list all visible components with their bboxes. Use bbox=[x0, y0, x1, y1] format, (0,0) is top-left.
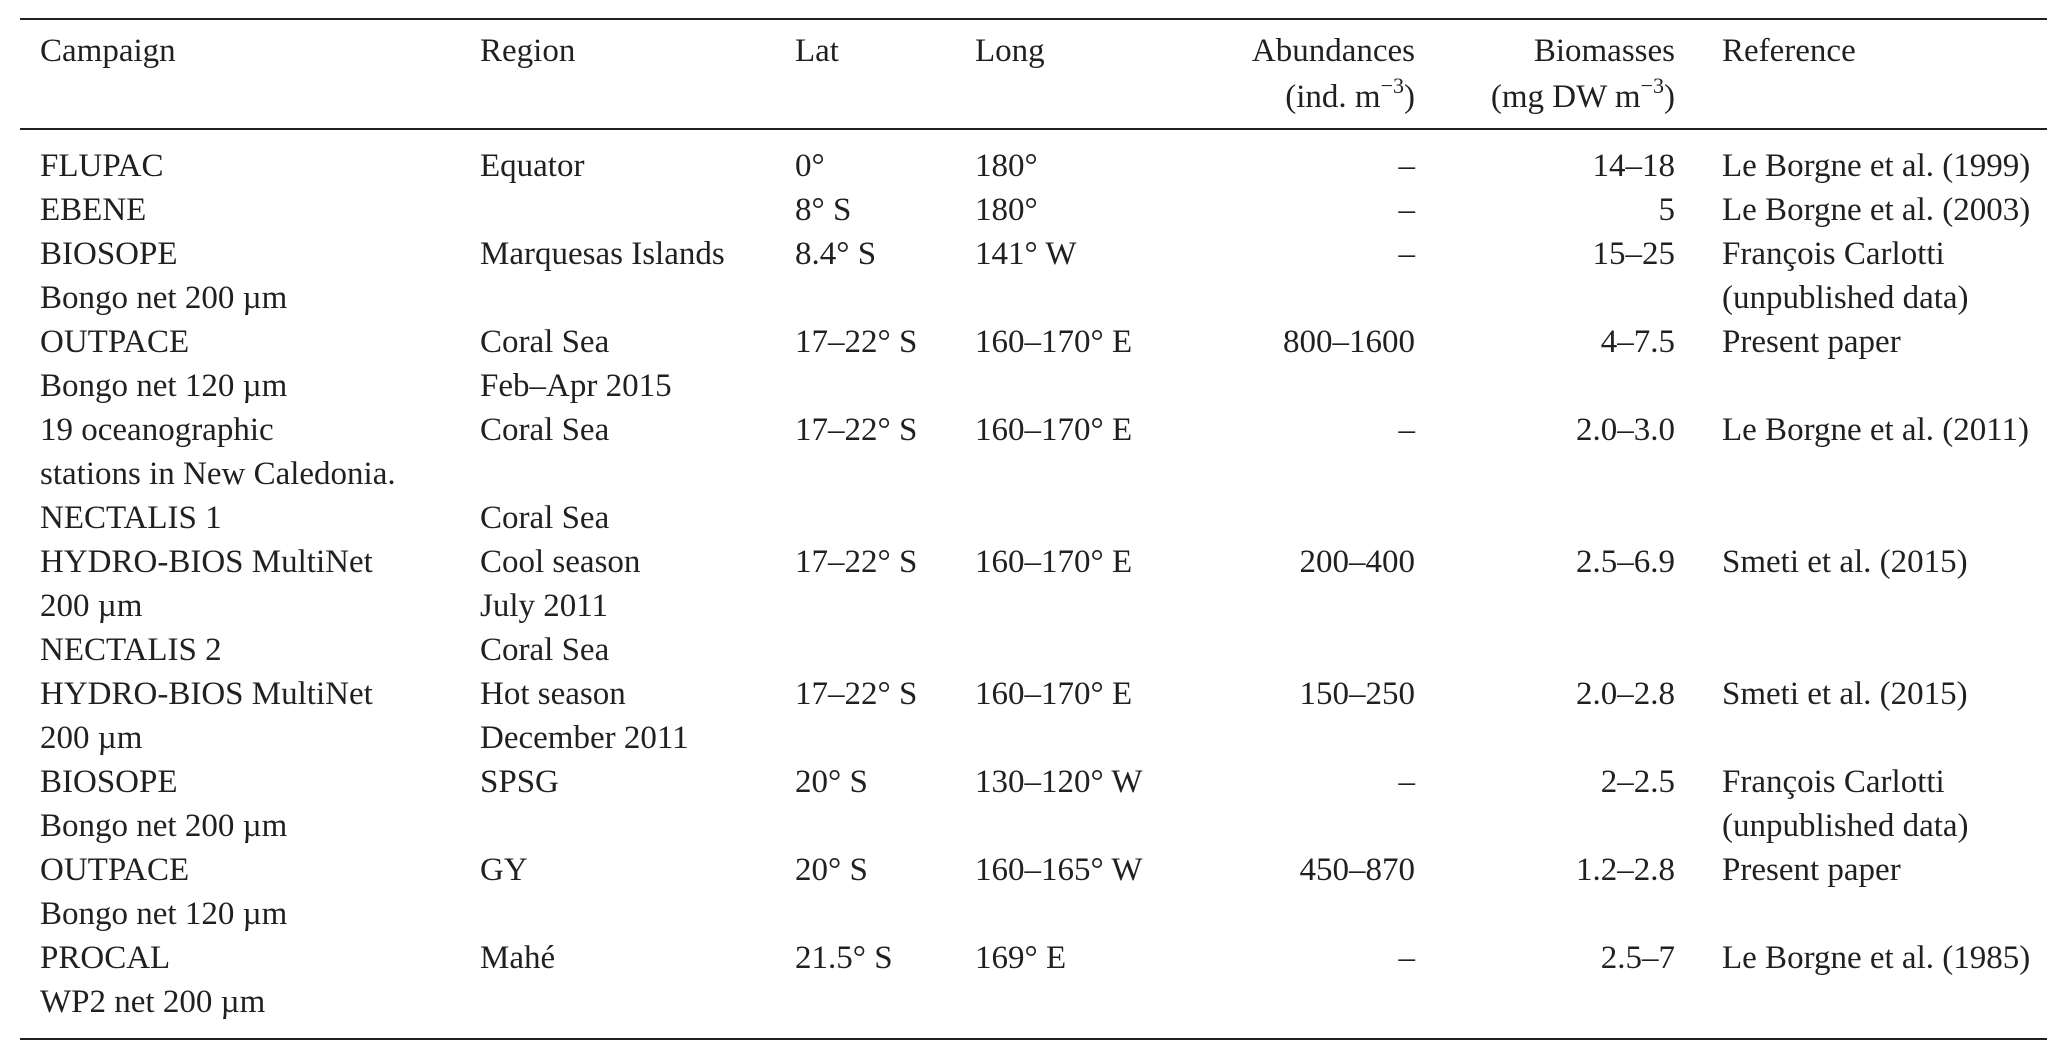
cell-biomasses: 2.0–3.0 bbox=[1576, 411, 1675, 448]
cell-reference: Smeti et al. (2015) bbox=[1722, 543, 1968, 580]
cell-campaign: HYDRO-BIOS MultiNet bbox=[40, 543, 373, 580]
cell-region bbox=[480, 804, 795, 848]
table-row bbox=[20, 496, 2047, 540]
cell-lat bbox=[795, 716, 975, 760]
cell-reference: (unpublished data) bbox=[1722, 279, 1969, 316]
table-row bbox=[20, 130, 2047, 188]
cell-region bbox=[480, 188, 795, 232]
cell-reference: François Carlotti bbox=[1722, 235, 1945, 272]
cell-biomasses bbox=[1415, 496, 1675, 540]
cell-campaign: 19 oceanographic bbox=[40, 411, 274, 448]
cell-reference bbox=[1675, 980, 2047, 1038]
cell-campaign: Bongo net 120 µm bbox=[40, 367, 288, 404]
cell-biomasses bbox=[1415, 452, 1675, 496]
table-row bbox=[20, 672, 2047, 716]
cell-abundances: 200–400 bbox=[1299, 543, 1415, 580]
cell-lat: 20° S bbox=[795, 763, 868, 800]
cell-region: Mahé bbox=[480, 939, 556, 976]
cell-abundances bbox=[1175, 628, 1415, 672]
cell-abundances bbox=[1175, 584, 1415, 628]
cell-lat: 17–22° S bbox=[795, 411, 918, 448]
cell-region: Coral Sea bbox=[480, 499, 610, 536]
cell-abundances: 800–1600 bbox=[1283, 323, 1415, 360]
cell-abundances: – bbox=[1398, 411, 1415, 448]
header-biomasses-label: Biomasses bbox=[1533, 33, 1675, 69]
cell-lat: 8° S bbox=[795, 191, 852, 228]
cell-long: 141° W bbox=[975, 235, 1077, 272]
cell-campaign: BIOSOPE bbox=[40, 235, 178, 272]
header-biomasses-unit: (mg DW $m^{-3}$) bbox=[1490, 73, 1675, 115]
cell-campaign: Bongo net 200 µm bbox=[40, 279, 288, 316]
cell-abundances bbox=[1175, 496, 1415, 540]
header-lat: Lat bbox=[795, 33, 839, 69]
cell-campaign: NECTALIS 1 bbox=[40, 499, 222, 536]
cell-region: Coral Sea bbox=[480, 411, 610, 448]
cell-long bbox=[975, 452, 1175, 496]
cell-biomasses: 2.0–2.8 bbox=[1576, 675, 1675, 712]
table-row bbox=[20, 320, 2047, 364]
cell-biomasses bbox=[1415, 716, 1675, 760]
cell-region: December 2011 bbox=[480, 719, 689, 756]
cell-long bbox=[975, 628, 1175, 672]
cell-abundances bbox=[1175, 892, 1415, 936]
cell-campaign: stations in New Caledonia. bbox=[40, 455, 396, 492]
table-row bbox=[20, 628, 2047, 672]
cell-abundances bbox=[1175, 276, 1415, 320]
cell-lat: 21.5° S bbox=[795, 939, 893, 976]
cell-campaign: OUTPACE bbox=[40, 851, 190, 888]
table-row bbox=[20, 716, 2047, 760]
header-abundances bbox=[1175, 20, 1415, 128]
cell-long: 160–165° W bbox=[975, 851, 1143, 888]
header-row bbox=[20, 20, 2047, 128]
cell-region: Hot season bbox=[480, 675, 626, 712]
table-row bbox=[20, 848, 2047, 892]
cell-region: Coral Sea bbox=[480, 323, 610, 360]
cell-lat: 20° S bbox=[795, 851, 868, 888]
table-row bbox=[20, 540, 2047, 584]
cell-campaign: NECTALIS 2 bbox=[40, 631, 222, 668]
cell-lat: 17–22° S bbox=[795, 323, 918, 360]
header-region: Region bbox=[480, 33, 576, 69]
cell-lat: 17–22° S bbox=[795, 675, 918, 712]
cell-abundances: – bbox=[1398, 235, 1415, 272]
cell-lat bbox=[795, 496, 975, 540]
cell-region bbox=[480, 276, 795, 320]
cell-long bbox=[975, 892, 1175, 936]
cell-lat bbox=[795, 804, 975, 848]
header-abundances-unit: (ind. $m^{-3}$) bbox=[1285, 73, 1415, 115]
cell-reference bbox=[1675, 364, 2047, 408]
header-biomasses bbox=[1415, 20, 1675, 128]
cell-reference: Present paper bbox=[1722, 851, 1901, 888]
cell-campaign: HYDRO-BIOS MultiNet bbox=[40, 675, 373, 712]
cell-abundances: 150–250 bbox=[1299, 675, 1415, 712]
cell-region: Equator bbox=[480, 147, 585, 184]
table-row bbox=[20, 408, 2047, 452]
table-row bbox=[20, 936, 2047, 980]
cell-long bbox=[975, 804, 1175, 848]
cell-biomasses: 4–7.5 bbox=[1600, 323, 1675, 360]
cell-region bbox=[480, 452, 795, 496]
cell-biomasses: 2–2.5 bbox=[1600, 763, 1675, 800]
cell-reference: Le Borgne et al. (2003) bbox=[1722, 191, 2031, 228]
cell-abundances bbox=[1175, 804, 1415, 848]
cell-lat: 8.4° S bbox=[795, 235, 877, 272]
table-row bbox=[20, 584, 2047, 628]
cell-reference: François Carlotti bbox=[1722, 763, 1945, 800]
cell-lat bbox=[795, 364, 975, 408]
cell-biomasses: 2.5–7 bbox=[1600, 939, 1675, 976]
cell-long bbox=[975, 496, 1175, 540]
cell-abundances bbox=[1175, 452, 1415, 496]
cell-region bbox=[480, 980, 795, 1038]
cell-campaign: PROCAL bbox=[40, 939, 171, 976]
cell-region: SPSG bbox=[480, 763, 559, 800]
cell-lat bbox=[795, 584, 975, 628]
table-row bbox=[20, 980, 2047, 1038]
header-reference: Reference bbox=[1722, 33, 1856, 69]
cell-reference: Le Borgne et al. (1985) bbox=[1722, 939, 2031, 976]
comparison-table bbox=[20, 20, 2047, 1038]
table-row bbox=[20, 188, 2047, 232]
data-table bbox=[20, 18, 2047, 1040]
cell-biomasses: 1.2–2.8 bbox=[1576, 851, 1675, 888]
cell-campaign: 200 µm bbox=[40, 587, 143, 624]
cell-lat: 0° bbox=[795, 147, 825, 184]
header-campaign: Campaign bbox=[40, 33, 176, 69]
table-row bbox=[20, 276, 2047, 320]
cell-reference: Le Borgne et al. (1999) bbox=[1722, 147, 2031, 184]
table-row bbox=[20, 232, 2047, 276]
cell-biomasses bbox=[1415, 584, 1675, 628]
cell-region bbox=[480, 892, 795, 936]
cell-biomasses bbox=[1415, 364, 1675, 408]
cell-campaign: OUTPACE bbox=[40, 323, 190, 360]
cell-abundances: 450–870 bbox=[1299, 851, 1415, 888]
cell-long: 130–120° W bbox=[975, 763, 1143, 800]
cell-lat bbox=[795, 892, 975, 936]
header-abundances-label: Abundances bbox=[1251, 33, 1415, 69]
cell-reference bbox=[1675, 892, 2047, 936]
cell-reference bbox=[1675, 496, 2047, 540]
cell-region: Coral Sea bbox=[480, 631, 610, 668]
cell-region: Cool season bbox=[480, 543, 641, 580]
cell-biomasses: 15–25 bbox=[1592, 235, 1675, 272]
cell-long: 160–170° E bbox=[975, 675, 1133, 712]
table-row bbox=[20, 892, 2047, 936]
cell-biomasses bbox=[1415, 980, 1675, 1038]
cell-lat bbox=[795, 276, 975, 320]
table-row bbox=[20, 760, 2047, 804]
cell-abundances: – bbox=[1398, 763, 1415, 800]
cell-campaign: 200 µm bbox=[40, 719, 143, 756]
cell-biomasses bbox=[1415, 804, 1675, 848]
cell-biomasses bbox=[1415, 276, 1675, 320]
table-body bbox=[20, 130, 2047, 1038]
cell-reference bbox=[1675, 452, 2047, 496]
cell-lat bbox=[795, 980, 975, 1038]
cell-reference: Le Borgne et al. (2011) bbox=[1722, 411, 2029, 448]
cell-reference: Present paper bbox=[1722, 323, 1901, 360]
cell-biomasses bbox=[1415, 628, 1675, 672]
cell-long: 169° E bbox=[975, 939, 1067, 976]
cell-biomasses bbox=[1415, 892, 1675, 936]
cell-campaign: Bongo net 120 µm bbox=[40, 895, 288, 932]
cell-biomasses: 5 bbox=[1658, 191, 1675, 228]
cell-campaign: BIOSOPE bbox=[40, 763, 178, 800]
cell-lat: 17–22° S bbox=[795, 543, 918, 580]
cell-lat bbox=[795, 452, 975, 496]
cell-reference: Smeti et al. (2015) bbox=[1722, 675, 1968, 712]
cell-reference bbox=[1675, 716, 2047, 760]
table-row bbox=[20, 364, 2047, 408]
cell-campaign: Bongo net 200 µm bbox=[40, 807, 288, 844]
cell-long: 160–170° E bbox=[975, 543, 1133, 580]
cell-long bbox=[975, 716, 1175, 760]
cell-campaign: WP2 net 200 µm bbox=[40, 983, 266, 1020]
cell-region: GY bbox=[480, 851, 528, 888]
header-long: Long bbox=[975, 33, 1045, 69]
cell-long bbox=[975, 980, 1175, 1038]
cell-abundances bbox=[1175, 364, 1415, 408]
cell-reference bbox=[1675, 628, 2047, 672]
cell-abundances: – bbox=[1398, 147, 1415, 184]
cell-abundances: – bbox=[1398, 939, 1415, 976]
cell-campaign: FLUPAC bbox=[40, 147, 164, 184]
cell-region: July 2011 bbox=[480, 587, 609, 624]
cell-reference bbox=[1675, 584, 2047, 628]
cell-abundances bbox=[1175, 980, 1415, 1038]
cell-lat bbox=[795, 628, 975, 672]
cell-region: Marquesas Islands bbox=[480, 235, 725, 272]
cell-long: 180° bbox=[975, 191, 1038, 228]
cell-abundances: – bbox=[1398, 191, 1415, 228]
cell-biomasses: 2.5–6.9 bbox=[1576, 543, 1675, 580]
cell-biomasses: 14–18 bbox=[1592, 147, 1675, 184]
cell-long bbox=[975, 364, 1175, 408]
cell-long: 160–170° E bbox=[975, 323, 1133, 360]
cell-long bbox=[975, 276, 1175, 320]
cell-abundances bbox=[1175, 716, 1415, 760]
table-row bbox=[20, 452, 2047, 496]
cell-long: 180° bbox=[975, 147, 1038, 184]
table-row bbox=[20, 804, 2047, 848]
cell-long: 160–170° E bbox=[975, 411, 1133, 448]
cell-region: Feb–Apr 2015 bbox=[480, 367, 672, 404]
cell-reference: (unpublished data) bbox=[1722, 807, 1969, 844]
bottom-rule bbox=[20, 1038, 2047, 1040]
cell-campaign: EBENE bbox=[40, 191, 147, 228]
cell-long bbox=[975, 584, 1175, 628]
